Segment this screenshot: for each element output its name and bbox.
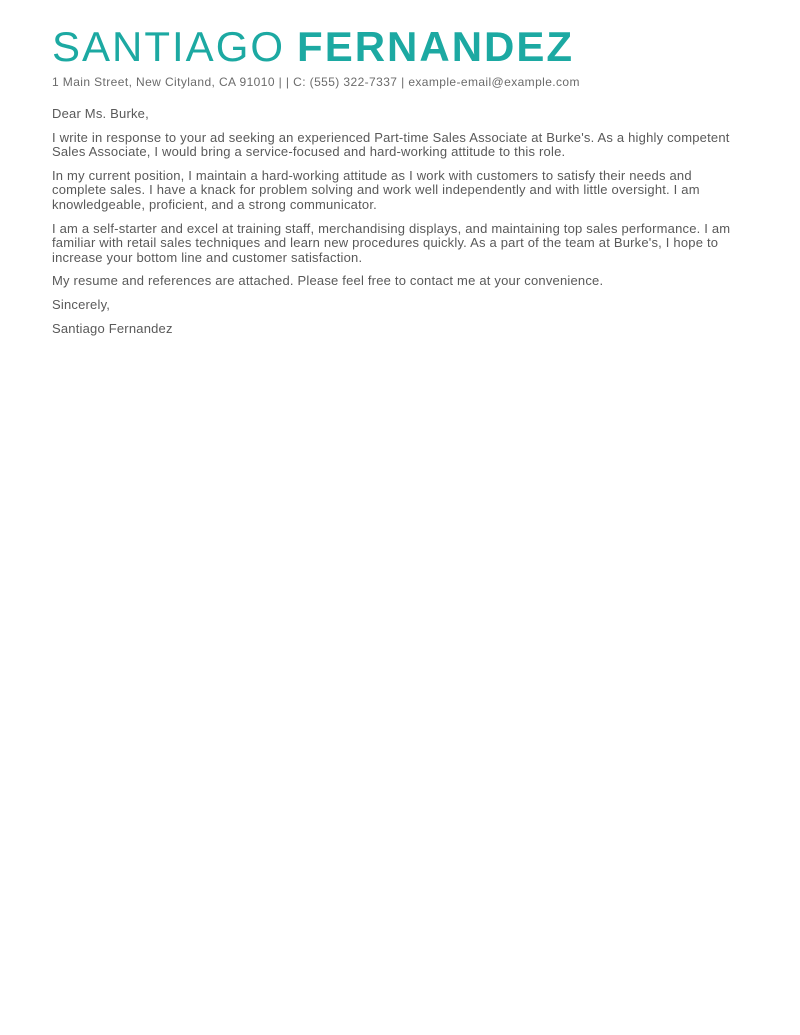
letter-body bbox=[52, 107, 744, 336]
paragraph-intro: I write in response to your ad seeking an experienced Part-time Sales Associate at Burke's. As a highly competent Sales Associate, I would bring a service-focused and hard-working attitude to this role. bbox=[52, 129, 730, 160]
candidate-first-name: SANTIAGO bbox=[52, 23, 286, 70]
candidate-name bbox=[52, 23, 744, 70]
signature-name: Santiago Fernandez bbox=[52, 320, 173, 336]
closing: Sincerely, bbox=[52, 296, 111, 312]
salutation: Dear Ms. Burke, bbox=[52, 106, 149, 121]
paragraph-resume-attached: My resume and references are attached. Please feel free to contact me at your convenience. bbox=[52, 273, 604, 289]
contact-info-line: 1 Main Street, New Cityland, CA 91010 | | C: (555) 322-7337 | example-email@example.com bbox=[52, 75, 580, 89]
paragraph-skills: I am a self-starter and excel at training staff, merchandising displays, and maintaining top sales performance. I am familiar with retail sales techniques and learn new procedures quickly. As a part of the team at Burke's, I hope to increase your bottom line and customer satisfaction. bbox=[52, 220, 731, 265]
paragraph-current-position: In my current position, I maintain a hard-working attitude as I work with customers to satisfy their needs and complete sales. I have a knack for problem solving and work well independently and with little oversight. I am knowledgeable, proficient, and a strong communicator. bbox=[52, 167, 700, 212]
candidate-last-name: FERNANDEZ bbox=[297, 23, 575, 70]
